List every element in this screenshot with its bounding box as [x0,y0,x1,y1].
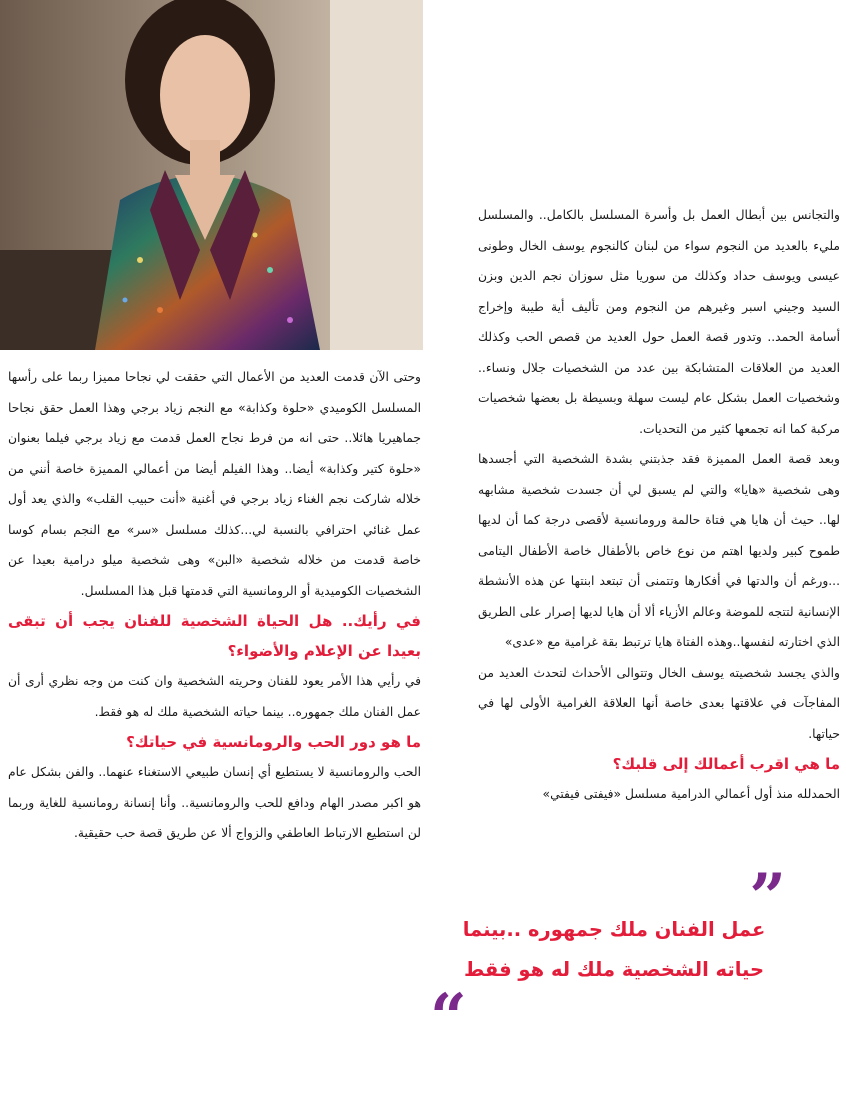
pull-quote-line: حياته الشخصية ملك له هو فقط [463,958,765,981]
article-column-right [478,200,840,810]
paragraph: في رأيي هذا الأمر يعود للفنان وحريته الشخصية وان كنت من وجه نظري أرى أن عمل الفنان ملك جمهوره.. بينما حياته الشخصية ملك له هو فقط. [8,674,421,719]
paragraph: الحب والرومانسية لا يستطيع أي إنسان طبيعي الاستغناء عنهما.. والفن بشكل عام هو اكبر مصدر الهام ودافع للحب والرومانسية.. وأنا إنسانة رومانسية للغاية وربما لن استطيع الارتباط العاطفي والزواج ألا عن طريق قصة حب حقيقية. [8,765,421,840]
open-quote-icon: ” [749,860,786,935]
paragraph: وحتى الآن قدمت العديد من الأعمال التي حققت لي نجاحا مميزا ربما على رأسها المسلسل الكوميدي «حلوة وكذابة» مع النجم زياد برجي وهذا العمل حقق نجاحا جماهيريا هائلا.. حتى انه من فرط نجاح العمل قدمت مع زياد برجي فيلما بعنوان «حلوة كتير وكذابة» أيضا.. وهذا الفيلم أيضا من أعمالي المميزة خاصة أنني من خلاله شاركت نجم الغناء زياد برجي في أغنية «أنت حبيب القلب» والذي يعد أول عمل غنائي احترافي بالنسبة لي...كذلك مسلسل «سر» مع النجم بسام كوسا خاصة قدمت من خلاله شخصية «البن» وهى شخصية ميلو درامية بعيدا عن الشخصيات الكوميدية أو الرومانسية التي قدمتها قبل هذا المسلسل. [8,370,421,598]
interview-question: ما هو دور الحب والرومانسية في حياتك؟ [126,733,421,751]
interview-question: في رأيك.. هل الحياة الشخصية للفنان يجب أن تبقى بعيدا عن الإعلام والأضواء؟ [8,612,421,660]
cover-photo [0,0,423,350]
pull-quote-text [438,910,790,990]
paragraph: والذي يجسد شخصيته يوسف الخال وتتوالى الأحداث لتحدث العديد من المفاجآت في علاقتها بعدى خاصة أنها العلاقة الغرامية الأولى لها في حياتها. [478,665,840,741]
woman-portrait-illustration [0,0,423,350]
paragraph: وبعد قصة العمل المميزة فقد جذبتني بشدة الشخصية التي أجسدها وهى شخصية «هايا» والتي لم يسبق لي أن جسدت شخصية مشابهه لها.. حيث أن هايا هي فتاة حالمة ورومانسية لأقصى درجة كما أن لديها طموح كبير ولديها اهتم من نوع خاص بالأطفال خاصة الأطفال اليتامى ...ورغم أن والدتها في أفكارها وتتمنى أن تبتعد ابنتها عن هذه الأنشطة الإنسانية لتتجه للموضة وعالم الأزياء ألا أن هايا لديها إصرار على الطريق الذي اختارته لنفسها..وهذه الفتاة هايا ترتبط بقة غرامية مع «عدى» [478,452,840,649]
pull-quote [430,860,790,1055]
interview-question: ما هي اقرب أعمالك إلى قلبك؟ [612,755,840,773]
article-column-left [8,362,421,849]
paragraph: الحمدلله منذ أول أعمالي الدرامية مسلسل «فيفتى فيفتي» [542,787,840,801]
close-quote-icon: “ [430,980,467,1055]
paragraph: والتجانس بين أبطال العمل بل وأسرة المسلسل بالكامل.. والمسلسل مليء بالعديد من النجوم سواء من لبنان كالنجوم يوسف الخال وطونى عيسى ويوسف حداد وكذلك من سوريا مثل سوزان نجم الدين وبزن السيد وجيني اسبر وغيرهم من النجوم ومن تأليف أية طيبة وإخراج أسامة الحمد.. وتدور قصة العمل حول العديد من قصص الحب وكذلك العديد من العلاقات المتشابكة بين عدد من الشخصيات جلال ونساء.. وشخصيات العمل بشكل عام ليست سهلة وبسيطة بل بعضها شخصيات مركبة كما انه تجمعها كثير من التحديات. [478,208,840,436]
pull-quote-line: عمل الفنان ملك جمهوره ..بينما [462,918,766,941]
